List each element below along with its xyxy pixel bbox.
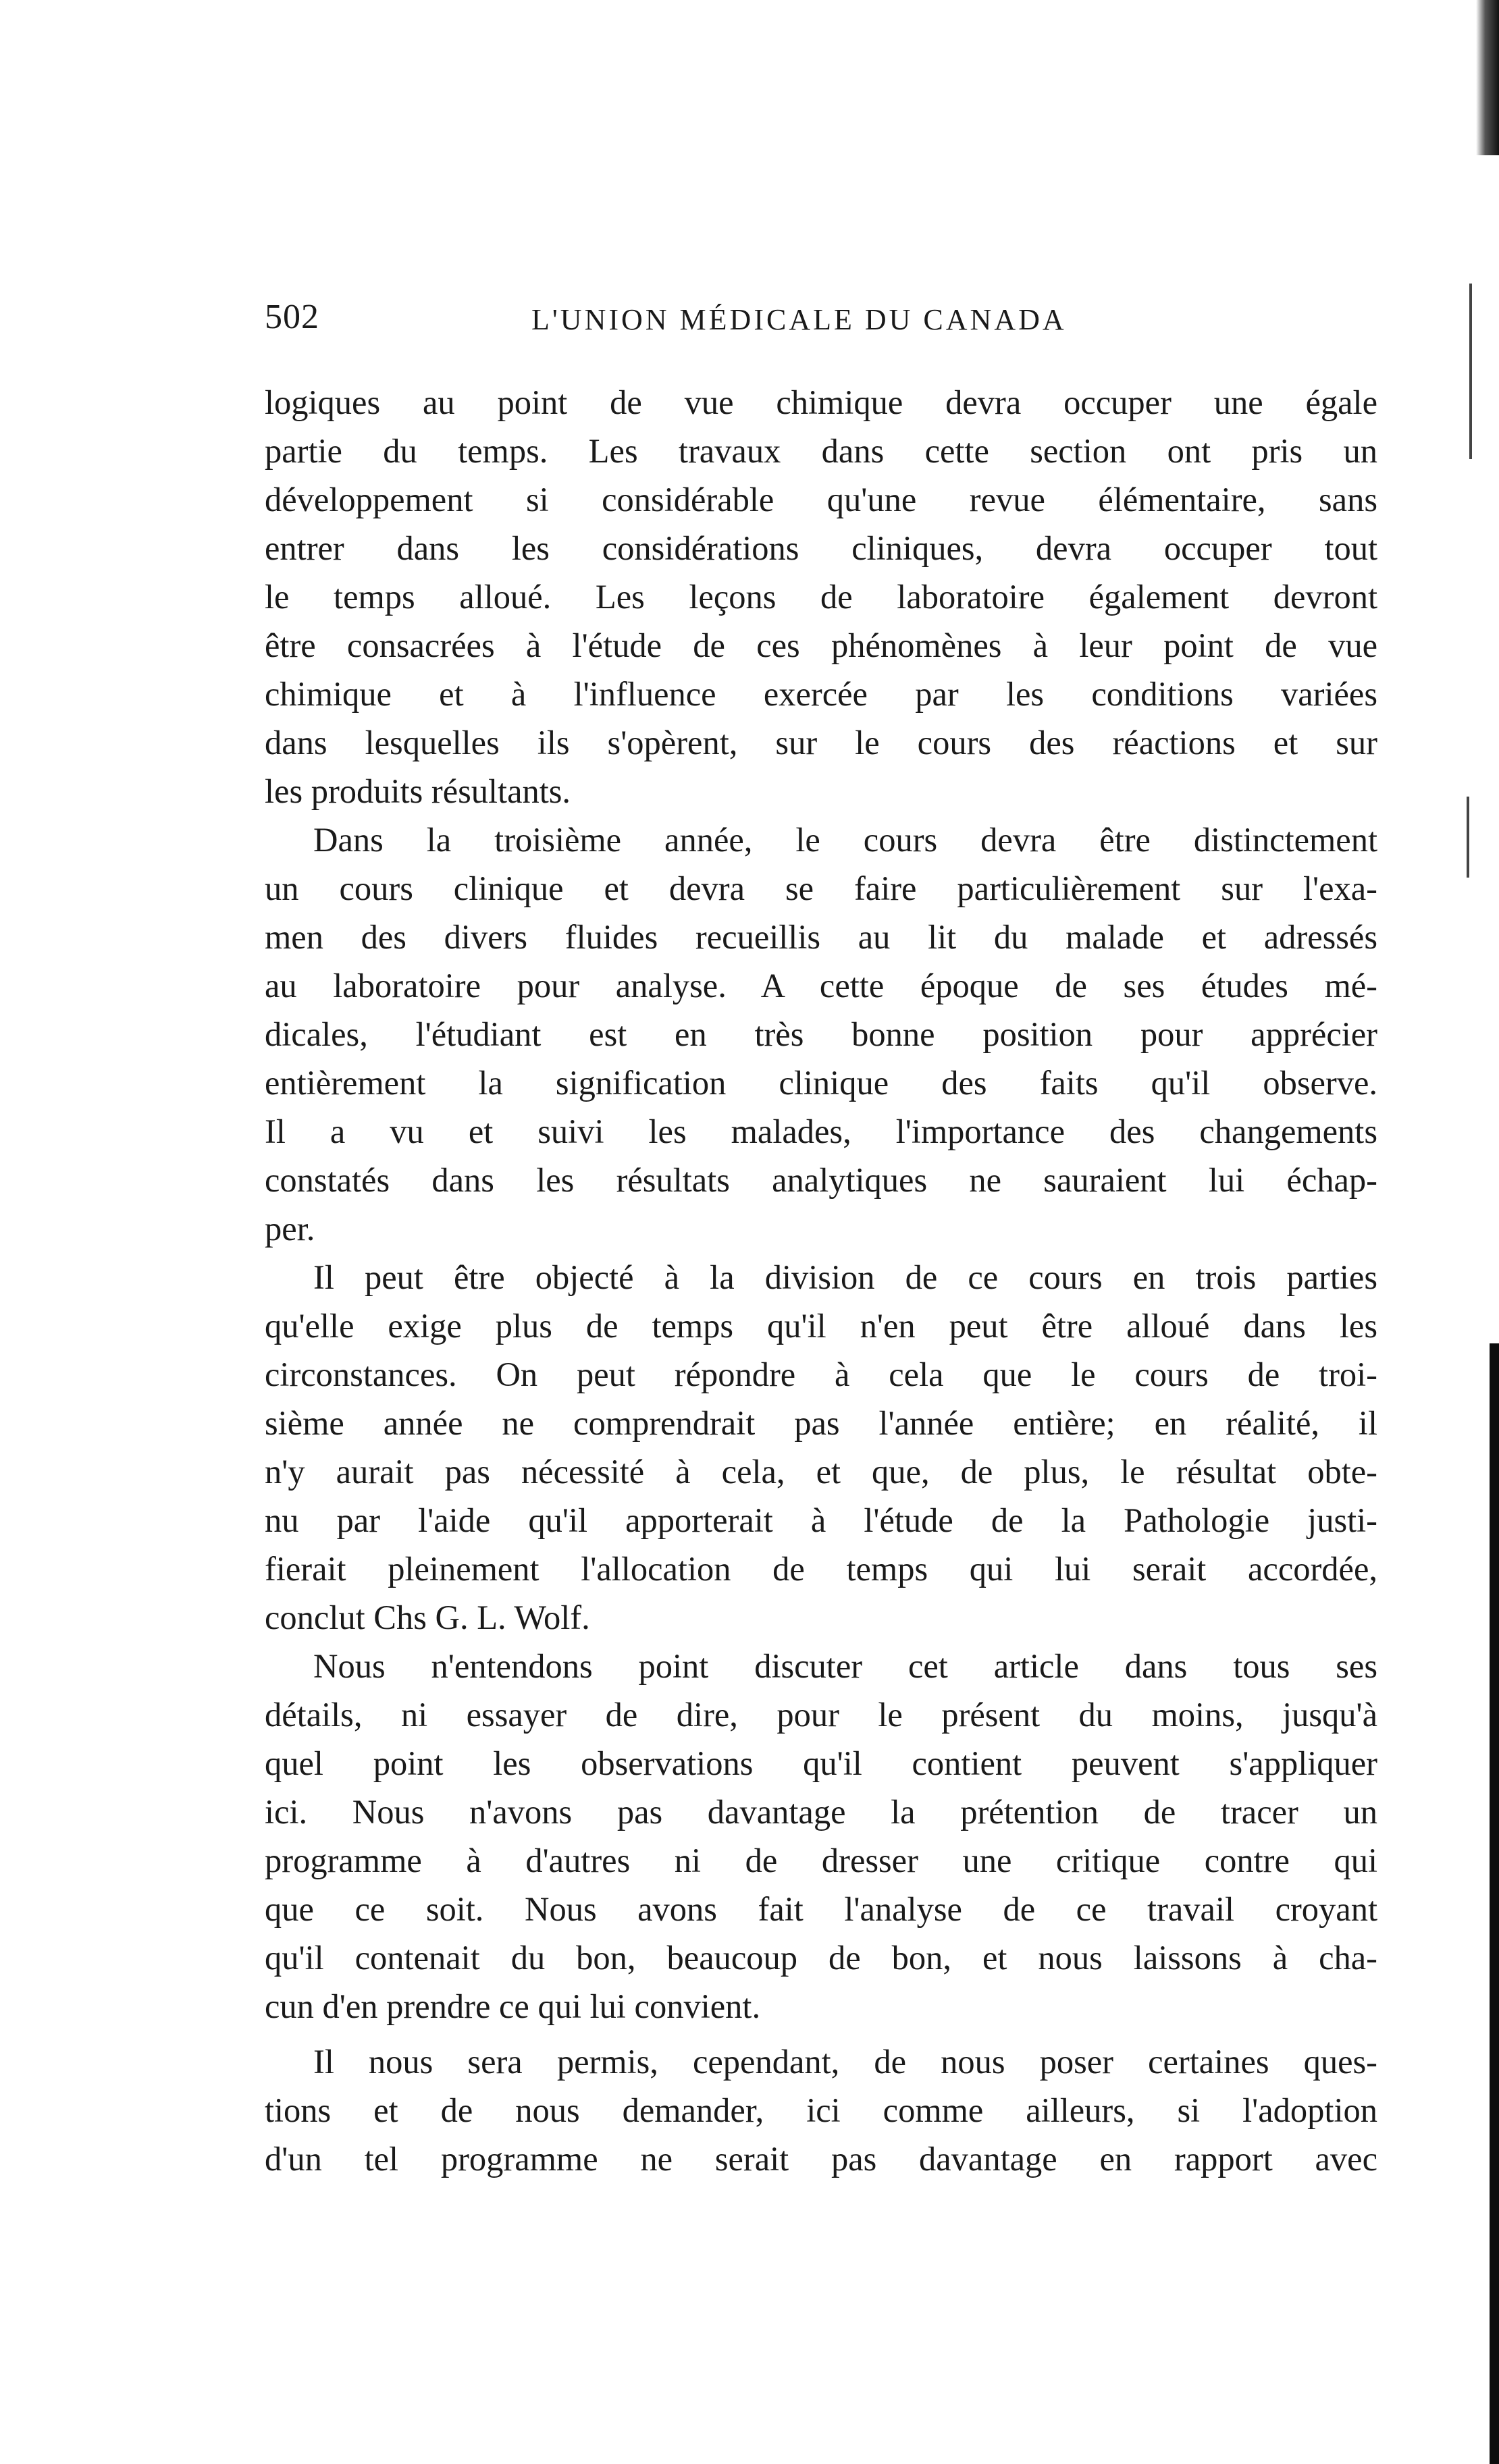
text-line: chimique et à l'influence exercée par les conditions variées [265,675,1377,713]
text-line: circonstances. On peut répondre à cela que le cours de troi- [265,1356,1377,1393]
text-line: cun d'en prendre ce qui lui convient. [265,1987,761,2025]
text-line: Il a vu et suivi les malades, l'importance des changements [265,1113,1377,1150]
text-line: être consacrées à l'étude de ces phénomènes à leur point de vue [265,626,1377,664]
text-line: partie du temps. Les travaux dans cette section ont pris un [265,432,1377,470]
text-line: qu'elle exige plus de temps qu'il n'en peut être alloué dans les [265,1307,1377,1345]
text-line: entièrement la signification clinique des faits qu'il observe. [265,1064,1377,1102]
text-line: men des divers fluides recueillis au lit du malade et adressés [265,918,1377,956]
journal-title: L'UNION MÉDICALE DU CANADA [531,303,1067,336]
text-line: au laboratoire pour analyse. A cette époque de ses études mé- [265,967,1377,1005]
text-line: entrer dans les considérations cliniques, devra occuper tout [265,529,1377,567]
text-line: les produits résultants. [265,772,571,810]
text-line: dans lesquelles ils s'opèrent, sur le cours des réactions et sur [265,724,1377,761]
text-line: per. [265,1210,315,1248]
text-line: logiques au point de vue chimique devra occuper une égale [265,383,1377,421]
text-line: d'un tel programme ne serait pas davantage en rapport avec [265,2140,1377,2178]
text-line: programme à d'autres ni de dresser une critique contre qui [265,1842,1377,1879]
text-line: qu'il contenait du bon, beaucoup de bon, et nous laissons à cha- [265,1939,1377,1977]
text-line: un cours clinique et devra se faire particulièrement sur l'exa- [265,869,1377,907]
text-line: développement si considérable qu'une revue élémentaire, sans [265,481,1377,518]
text-line: quel point les observations qu'il contient peuvent s'appliquer [265,1744,1377,1782]
text-line: Il peut être objecté à la division de ce cours en trois parties [313,1258,1377,1296]
scan-edge-artifact [1476,0,1499,155]
text-line: Dans la troisième année, le cours devra être distinctement [313,821,1377,859]
running-head [265,297,1386,344]
text-line: ici. Nous n'avons pas davantage la prétention de tracer un [265,1793,1377,1831]
text-line: fierait pleinement l'allocation de temps qui lui serait accordée, [265,1550,1377,1588]
text-line: n'y aurait pas nécessité à cela, et que, de plus, le résultat obte- [265,1453,1377,1491]
text-line: constatés dans les résultats analytiques ne sauraient lui échap- [265,1161,1377,1199]
scan-edge-tick [1467,797,1469,878]
text-line: nu par l'aide qu'il apporterait à l'étude de la Pathologie justi- [265,1501,1377,1539]
text-line: sième année ne comprendrait pas l'année entière; en réalité, il [265,1404,1377,1442]
text-line: tions et de nous demander, ici comme ailleurs, si l'adoption [265,2091,1377,2129]
page-number: 502 [265,298,319,336]
scan-edge-tick [1469,284,1472,459]
text-line: Il nous sera permis, cependant, de nous poser certaines ques- [313,2043,1377,2081]
text-line: le temps alloué. Les leçons de laboratoire également devront [265,578,1377,616]
text-line: conclut Chs G. L. Wolf. [265,1599,590,1636]
scan-edge-bar [1490,1343,1499,2464]
text-line: détails, ni essayer de dire, pour le présent du moins, jusqu'à [265,1696,1377,1734]
article-body [265,378,1377,2183]
text-line: dicales, l'étudiant est en très bonne position pour apprécier [265,1015,1377,1053]
text-line: Nous n'entendons point discuter cet article dans tous ses [313,1647,1377,1685]
text-line: que ce soit. Nous avons fait l'analyse de ce travail croyant [265,1890,1377,1928]
